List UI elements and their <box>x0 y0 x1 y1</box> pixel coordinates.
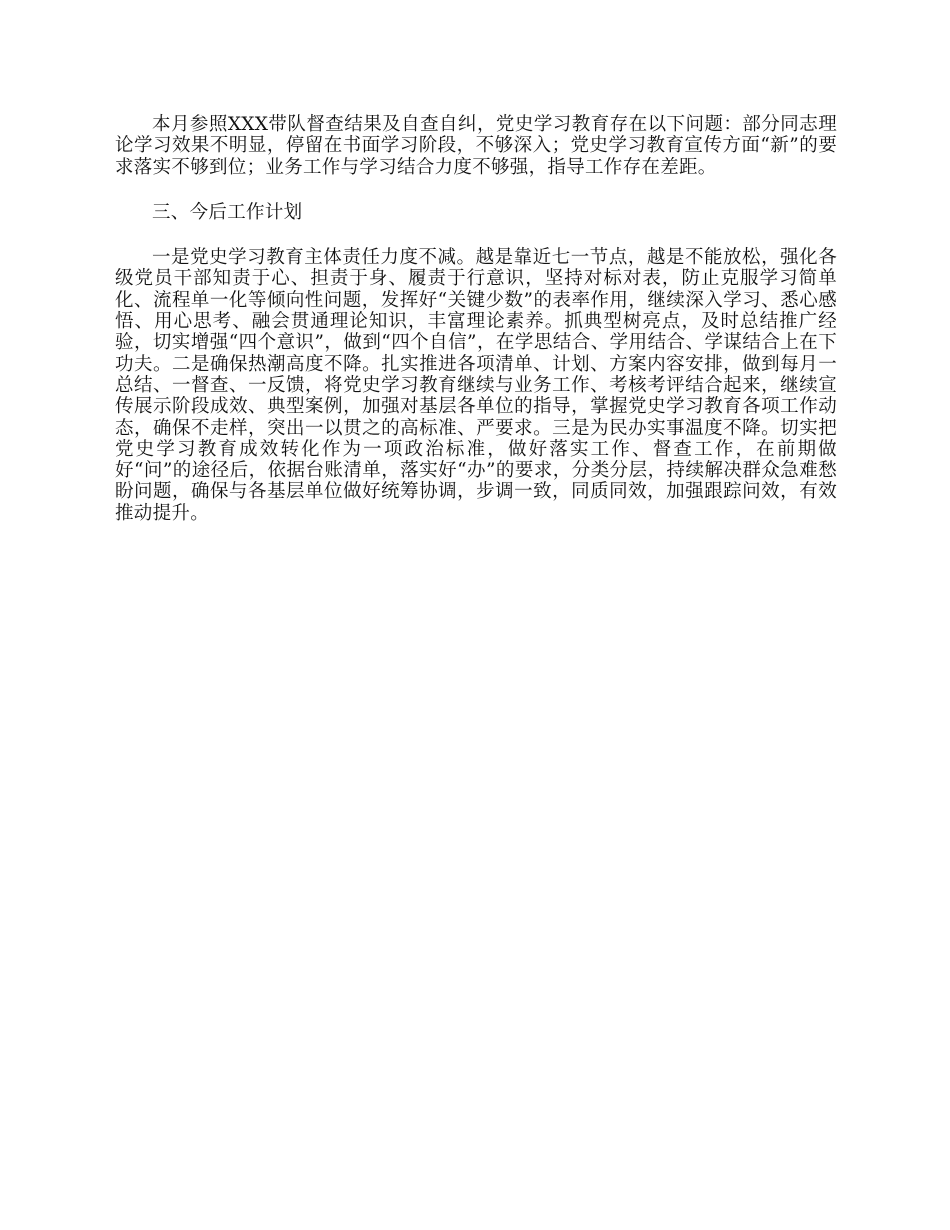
problems-paragraph: 本月参照XXX带队督查结果及自查自纠，党史学习教育存在以下问题：部分同志理论学习效果不明显，停留在书面学习阶段，不够深入；党史学习教育宣传方面“新”的要求落实不够到位；业务工作与学习结合力度不够强，指导工作存在差距。 <box>115 114 837 178</box>
section-heading-future-plan: 三、今后工作计划 <box>152 201 303 223</box>
document-body <box>115 114 837 524</box>
plan-paragraph: 一是党史学习教育主体责任力度不减。越是靠近七一节点，越是不能放松，强化各级党员干部知责于心、担责于身、履责于行意识，坚持对标对表，防止克服学习简单化、流程单一化等倾向性问题，发挥好“关键少数”的表率作用，继续深入学习、悉心感悟、用心思考、融会贯通理论知识，丰富理论素养。抓典型树亮点，及时总结推广经验，切实增强“四个意识”，做到“四个自信”，在学思结合、学用结合、学谋结合上在下功夫。二是确保热潮高度不降。扎实推进各项清单、计划、方案内容安排，做到每月一总结、一督查、一反馈，将党史学习教育继续与业务工作、考核考评结合起来，继续宣传展示阶段成效、典型案例，加强对基层各单位的指导，掌握党史学习教育各项工作动态，确保不走样，突出一以贯之的高标准、严要求。三是为民办实事温度不降。切实把党史学习教育成效转化作为一项政治标准，做好落实工作、督查工作，在前期做好“问”的途径后，依据台账清单，落实好“办”的要求，分类分层，持续解决群众急难愁盼问题，确保与各基层单位做好统筹协调，步调一致，同质同效，加强跟踪问效，有效推动提升。 <box>115 247 837 524</box>
